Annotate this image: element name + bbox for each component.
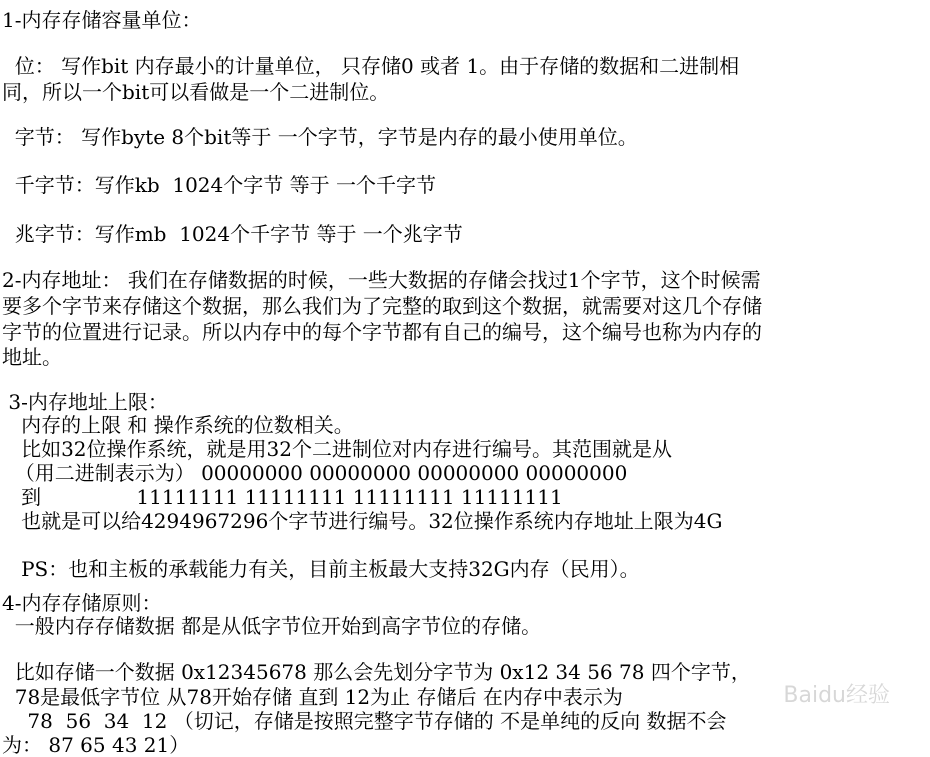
- paragraph-limit-32bit: 比如32位操作系统，就是用32个二进制位对内存进行编号。其范围就是从: [2, 437, 672, 461]
- paragraph-megabyte: 兆字节：写作mb 1024个千字节 等于 一个兆字节: [2, 222, 463, 246]
- paragraph-example-not-reversed: 为： 87 65 43 21）: [2, 733, 190, 757]
- paragraph-limit-os-bits: 内存的上限 和 操作系统的位数相关。: [2, 413, 354, 437]
- paragraph-memory-address-2: 要多个字节来存储这个数据，那么我们为了完整的取到这个数据，就需要对这几个存储: [2, 294, 762, 318]
- paragraph-kilobyte: 千字节：写作kb 1024个字节 等于 一个千字节: [2, 173, 436, 197]
- paragraph-low-to-high: 一般内存存储数据 都是从低字节位开始到高字节位的存储。: [2, 614, 542, 638]
- paragraph-example-split: 比如存储一个数据 0x12345678 那么会先划分字节为 0x12 34 56 78 四个字节，: [2, 660, 751, 684]
- paragraph-example-lowest-byte: 78是最低字节位 从78开始存储 直到 12为止 存储后 在内存中表示为: [2, 685, 623, 709]
- heading-storage-principle: 4-内存存储原则：: [2, 591, 162, 615]
- watermark-logo: Baidu经验: [783, 683, 890, 708]
- paragraph-limit-4g: 也就是可以给4294967296个字节进行编号。32位操作系统内存地址上限为4G: [2, 509, 723, 533]
- heading-memory-address: 2-内存地址： 我们在存储数据的时候，一些大数据的存储会找过1个字节，这个时候需: [2, 268, 761, 292]
- paragraph-bit: 位： 写作bit 内存最小的计量单位， 只存储0 或者 1。由于存储的数据和二进制相: [2, 54, 740, 78]
- paragraph-memory-address-4: 地址。: [2, 345, 62, 369]
- paragraph-byte: 字节： 写作byte 8个bit等于 一个字节，字节是内存的最小使用单位。: [2, 125, 638, 149]
- heading-memory-capacity-units: 1-内存存储容量单位：: [2, 8, 202, 32]
- paragraph-example-bytes: 78 56 34 12 （切记，存储是按照完整字节存储的 不是单纯的反向 数据不会: [2, 709, 727, 733]
- paragraph-ps-mainboard: PS：也和主板的承载能力有关，目前主板最大支持32G内存（民用）。: [2, 557, 640, 581]
- paragraph-bit-cont: 同，所以一个bit可以看做是一个二进制位。: [2, 80, 390, 104]
- paragraph-memory-address-3: 字节的位置进行记录。所以内存中的每个字节都有自己的编号，这个编号也称为内存的: [2, 320, 762, 344]
- paragraph-binary-to: 到 11111111 11111111 11111111 11111111: [2, 485, 563, 509]
- heading-address-limit: 3-内存地址上限：: [2, 390, 168, 414]
- paragraph-binary-from: （用二进制表示为） 00000000 00000000 00000000 00000000: [2, 461, 628, 485]
